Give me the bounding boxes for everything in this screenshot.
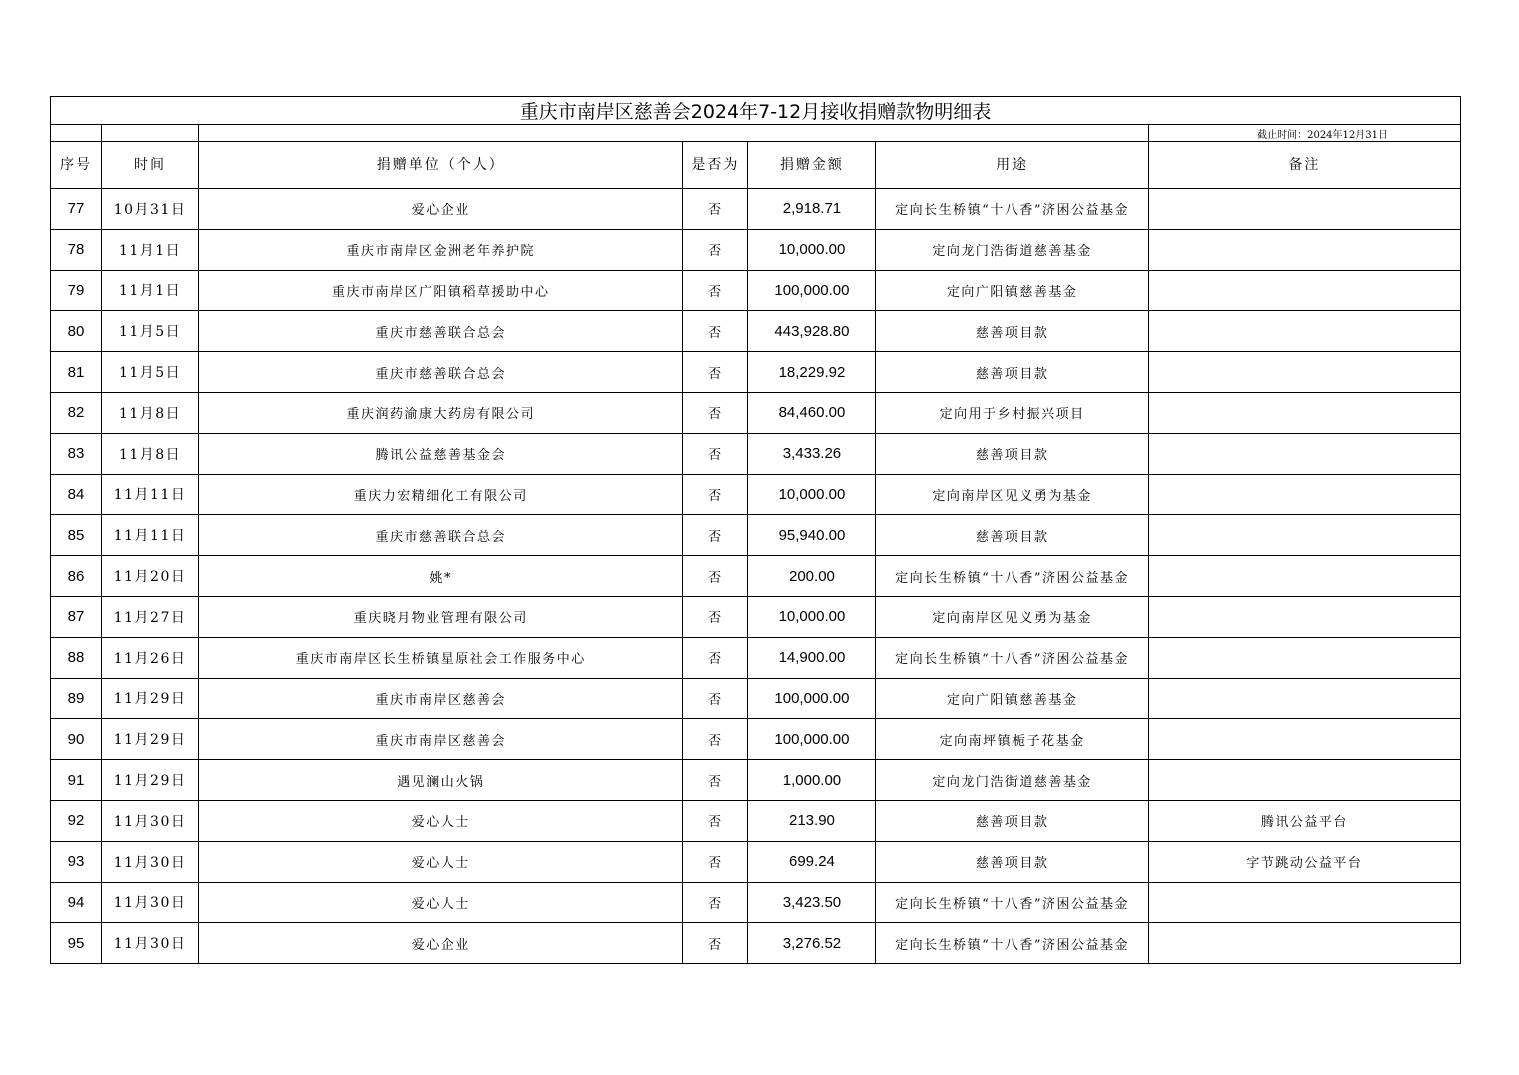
cell-date: 11月30日	[102, 923, 199, 964]
cell-amount: 3,276.52	[748, 923, 876, 964]
cell-donor: 姚*	[199, 556, 683, 597]
cell-amount: 100,000.00	[748, 719, 876, 760]
table-row	[51, 637, 1461, 678]
cell-amount: 18,229.92	[748, 352, 876, 393]
cell-donor: 重庆市南岸区长生桥镇星原社会工作服务中心	[199, 637, 683, 678]
cell-seq: 80	[51, 311, 102, 352]
cell-date: 11月11日	[102, 515, 199, 556]
cell-purpose: 定向龙门浩街道慈善基金	[876, 760, 1148, 801]
cell-seq: 82	[51, 392, 102, 433]
cell-donor: 爱心人士	[199, 800, 683, 841]
cell-seq: 85	[51, 515, 102, 556]
cell-amount: 213.90	[748, 800, 876, 841]
cell-seq: 92	[51, 800, 102, 841]
cell-seq: 81	[51, 352, 102, 393]
table-row	[51, 474, 1461, 515]
cell-amount: 100,000.00	[748, 270, 876, 311]
cell-seq: 78	[51, 229, 102, 270]
cell-donor: 爱心人士	[199, 841, 683, 882]
cell-amount: 2,918.71	[748, 189, 876, 230]
page-title: 重庆市南岸区慈善会2024年7-12月接收捐赠款物明细表	[51, 97, 1461, 125]
cell-seq: 79	[51, 270, 102, 311]
header-amount	[748, 142, 876, 189]
cell-seq: 95	[51, 923, 102, 964]
cell-purpose: 定向用于乡村振兴项目	[876, 392, 1148, 433]
cell-donor: 遇见澜山火锅	[199, 760, 683, 801]
header-amount-line1: 捐赠金额	[779, 157, 844, 173]
cell-donor: 重庆市南岸区金洲老年养护院	[199, 229, 683, 270]
cell-seq: 84	[51, 474, 102, 515]
cell-purpose: 定向广阳镇慈善基金	[876, 270, 1148, 311]
cell-purpose: 定向南坪镇栀子花基金	[876, 719, 1148, 760]
cell-date: 11月5日	[102, 352, 199, 393]
cell-is-goods: 否	[683, 800, 748, 841]
cell-remark	[1148, 392, 1460, 433]
cutoff-row	[51, 125, 1461, 142]
cell-seq: 94	[51, 882, 102, 923]
cell-date: 11月27日	[102, 596, 199, 637]
cell-donor: 爱心企业	[199, 923, 683, 964]
header-seq: 序号	[51, 142, 102, 189]
cell-amount: 100,000.00	[748, 678, 876, 719]
cell-date: 11月11日	[102, 474, 199, 515]
cell-remark: 腾讯公益平台	[1148, 800, 1460, 841]
cell-amount: 200.00	[748, 556, 876, 597]
cell-remark	[1148, 760, 1460, 801]
cell-remark	[1148, 433, 1460, 474]
cell-donor: 重庆市南岸区慈善会	[199, 719, 683, 760]
cell-amount: 84,460.00	[748, 392, 876, 433]
cell-is-goods: 否	[683, 678, 748, 719]
table-row	[51, 270, 1461, 311]
cell-seq: 86	[51, 556, 102, 597]
table-row	[51, 841, 1461, 882]
table-row	[51, 596, 1461, 637]
cell-is-goods: 否	[683, 556, 748, 597]
cell-seq: 83	[51, 433, 102, 474]
cell-remark	[1148, 637, 1460, 678]
cell-purpose: 定向南岸区见义勇为基金	[876, 596, 1148, 637]
cell-remark	[1148, 882, 1460, 923]
cell-amount: 443,928.80	[748, 311, 876, 352]
cell-purpose: 慈善项目款	[876, 841, 1148, 882]
cell-is-goods: 否	[683, 841, 748, 882]
cell-purpose: 定向长生桥镇“十八香”济困公益基金	[876, 882, 1148, 923]
cell-purpose: 慈善项目款	[876, 800, 1148, 841]
header-is-goods	[683, 142, 748, 189]
table-row	[51, 923, 1461, 964]
table-row	[51, 352, 1461, 393]
cell-is-goods: 否	[683, 352, 748, 393]
table-row	[51, 719, 1461, 760]
table-row	[51, 882, 1461, 923]
cell-seq: 90	[51, 719, 102, 760]
cell-is-goods: 否	[683, 596, 748, 637]
cell-seq: 77	[51, 189, 102, 230]
cell-is-goods: 否	[683, 719, 748, 760]
cell-donor: 重庆市慈善联合总会	[199, 515, 683, 556]
cell-remark	[1148, 556, 1460, 597]
header-row	[51, 142, 1461, 189]
cell-is-goods: 否	[683, 392, 748, 433]
cell-remark	[1148, 229, 1460, 270]
cell-purpose: 定向广阳镇慈善基金	[876, 678, 1148, 719]
header-donor: 捐赠单位（个人）	[199, 142, 683, 189]
cell-amount: 10,000.00	[748, 596, 876, 637]
cell-date: 11月29日	[102, 678, 199, 719]
cell-donor: 重庆市慈善联合总会	[199, 352, 683, 393]
cutoff-date: 截止时间：2024年12月31日	[1148, 125, 1460, 142]
donation-table	[50, 96, 1461, 964]
cell-remark	[1148, 352, 1460, 393]
cell-is-goods: 否	[683, 433, 748, 474]
cell-date: 10月31日	[102, 189, 199, 230]
cell-remark	[1148, 596, 1460, 637]
cell-amount: 699.24	[748, 841, 876, 882]
cell-donor: 爱心企业	[199, 189, 683, 230]
cell-seq: 93	[51, 841, 102, 882]
cell-date: 11月29日	[102, 760, 199, 801]
table-row	[51, 229, 1461, 270]
cell-remark: 字节跳动公益平台	[1148, 841, 1460, 882]
cell-purpose: 定向长生桥镇“十八香”济困公益基金	[876, 923, 1148, 964]
blank-cell	[102, 125, 199, 142]
header-is-goods-line1: 是否为	[691, 157, 740, 173]
cell-purpose: 定向长生桥镇“十八香”济困公益基金	[876, 637, 1148, 678]
cell-donor: 重庆润药渝康大药房有限公司	[199, 392, 683, 433]
cell-is-goods: 否	[683, 474, 748, 515]
table-row	[51, 556, 1461, 597]
table-row	[51, 311, 1461, 352]
cell-date: 11月1日	[102, 270, 199, 311]
cell-purpose: 定向龙门浩街道慈善基金	[876, 229, 1148, 270]
table-row	[51, 678, 1461, 719]
header-remark: 备注	[1148, 142, 1460, 189]
cell-donor: 腾讯公益慈善基金会	[199, 433, 683, 474]
cell-remark	[1148, 474, 1460, 515]
cell-remark	[1148, 311, 1460, 352]
cell-remark	[1148, 719, 1460, 760]
table-row	[51, 800, 1461, 841]
cell-remark	[1148, 270, 1460, 311]
cell-is-goods: 否	[683, 637, 748, 678]
cell-amount: 1,000.00	[748, 760, 876, 801]
cell-remark	[1148, 678, 1460, 719]
cell-donor: 爱心人士	[199, 882, 683, 923]
header-date: 时间	[102, 142, 199, 189]
table-row	[51, 515, 1461, 556]
blank-cell	[51, 125, 102, 142]
cell-is-goods: 否	[683, 760, 748, 801]
table-row	[51, 189, 1461, 230]
blank-cell	[199, 125, 1149, 142]
cell-date: 11月30日	[102, 882, 199, 923]
cell-seq: 88	[51, 637, 102, 678]
cell-amount: 14,900.00	[748, 637, 876, 678]
cell-amount: 3,423.50	[748, 882, 876, 923]
cell-purpose: 慈善项目款	[876, 352, 1148, 393]
table-row	[51, 760, 1461, 801]
cell-remark	[1148, 189, 1460, 230]
title-row	[51, 97, 1461, 125]
cell-is-goods: 否	[683, 923, 748, 964]
cell-donor: 重庆市南岸区慈善会	[199, 678, 683, 719]
cell-remark	[1148, 515, 1460, 556]
cell-donor: 重庆市慈善联合总会	[199, 311, 683, 352]
cell-purpose: 定向长生桥镇“十八香”济困公益基金	[876, 189, 1148, 230]
cell-purpose: 慈善项目款	[876, 433, 1148, 474]
cell-is-goods: 否	[683, 189, 748, 230]
cell-amount: 95,940.00	[748, 515, 876, 556]
cell-donor: 重庆晓月物业管理有限公司	[199, 596, 683, 637]
header-purpose: 用途	[876, 142, 1148, 189]
cell-is-goods: 否	[683, 515, 748, 556]
cell-remark	[1148, 923, 1460, 964]
cell-amount: 10,000.00	[748, 229, 876, 270]
cell-is-goods: 否	[683, 882, 748, 923]
cell-date: 11月1日	[102, 229, 199, 270]
cell-date: 11月30日	[102, 841, 199, 882]
cell-seq: 91	[51, 760, 102, 801]
cell-date: 11月30日	[102, 800, 199, 841]
cell-is-goods: 否	[683, 229, 748, 270]
table-row	[51, 433, 1461, 474]
cell-seq: 87	[51, 596, 102, 637]
cell-purpose: 定向长生桥镇“十八香”济困公益基金	[876, 556, 1148, 597]
cell-date: 11月8日	[102, 433, 199, 474]
cell-date: 11月5日	[102, 311, 199, 352]
cell-purpose: 定向南岸区见义勇为基金	[876, 474, 1148, 515]
cell-amount: 3,433.26	[748, 433, 876, 474]
cell-is-goods: 否	[683, 270, 748, 311]
cell-amount: 10,000.00	[748, 474, 876, 515]
cell-purpose: 慈善项目款	[876, 311, 1148, 352]
cell-date: 11月20日	[102, 556, 199, 597]
cell-donor: 重庆力宏精细化工有限公司	[199, 474, 683, 515]
cell-donor: 重庆市南岸区广阳镇稻草援助中心	[199, 270, 683, 311]
cell-purpose: 慈善项目款	[876, 515, 1148, 556]
cell-seq: 89	[51, 678, 102, 719]
cell-date: 11月29日	[102, 719, 199, 760]
cell-date: 11月8日	[102, 392, 199, 433]
table-row	[51, 392, 1461, 433]
cell-date: 11月26日	[102, 637, 199, 678]
cell-is-goods: 否	[683, 311, 748, 352]
